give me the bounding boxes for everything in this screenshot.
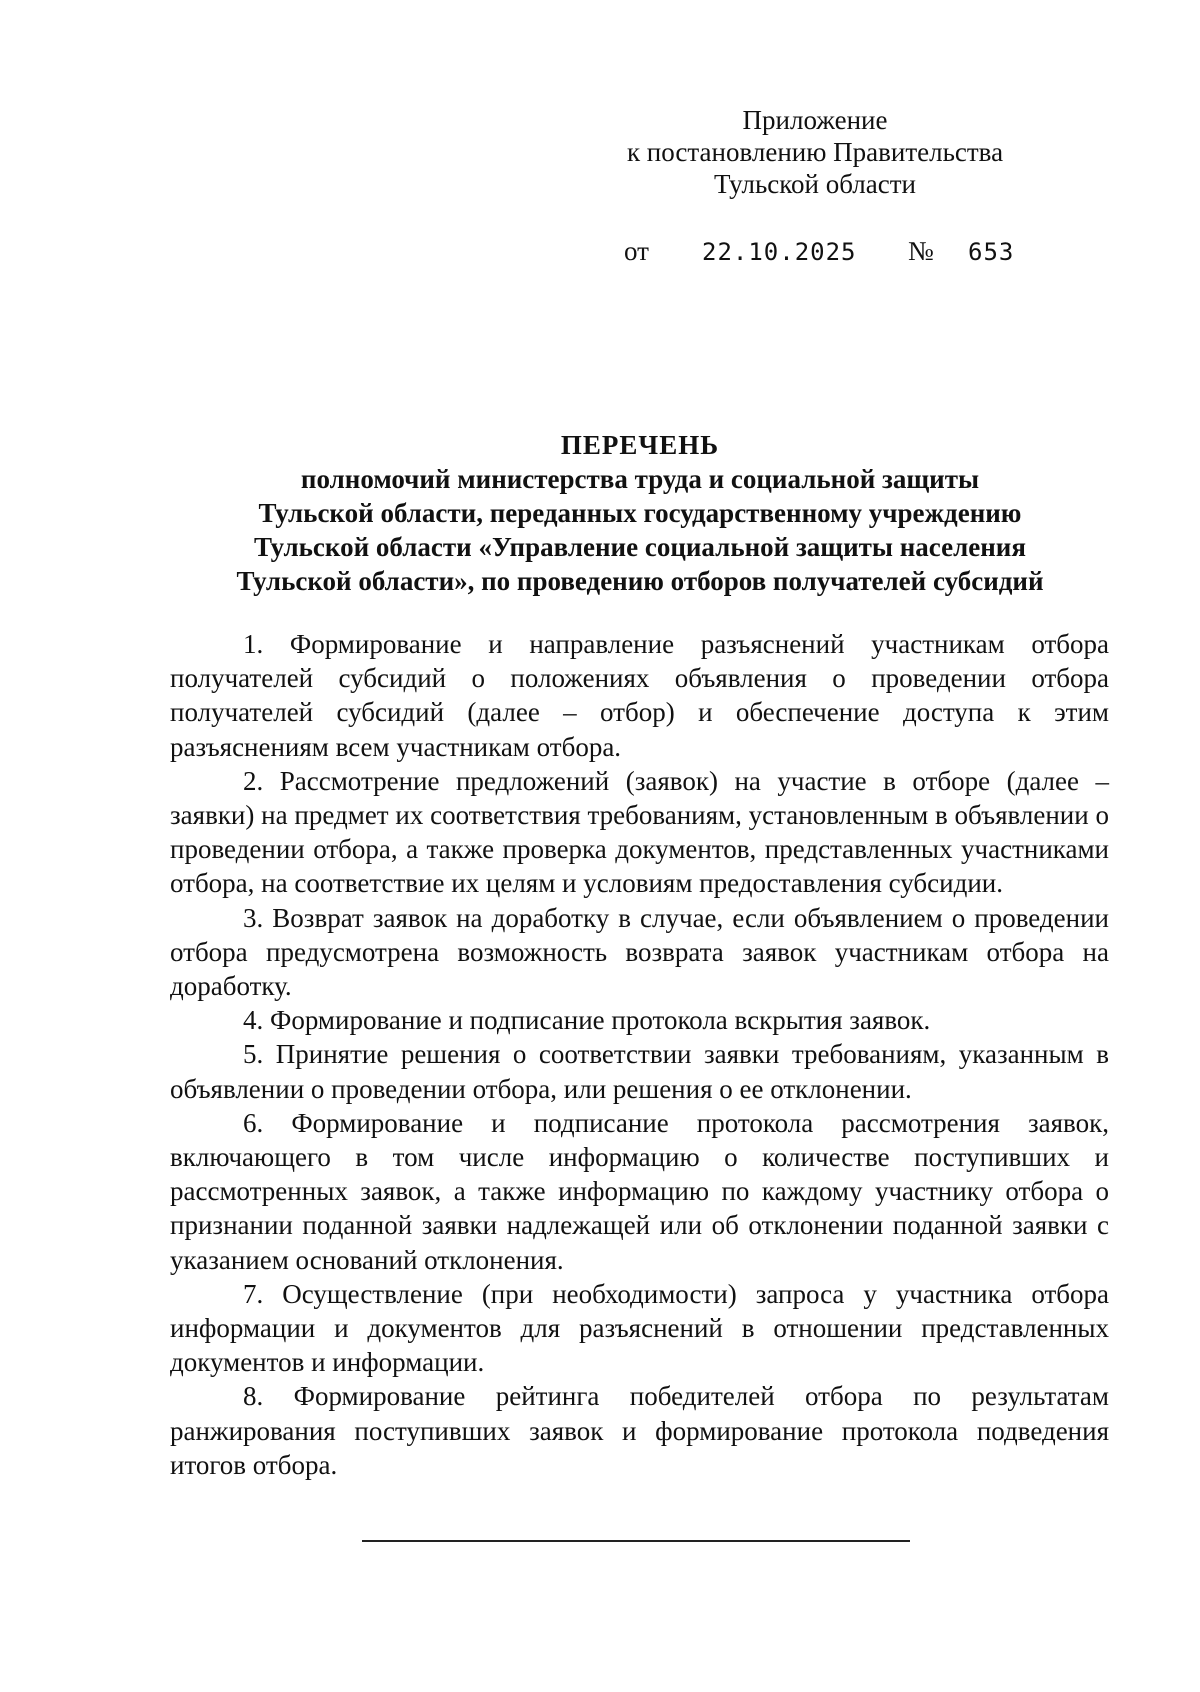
number-label: № — [908, 236, 934, 266]
closing-divider — [362, 1540, 910, 1542]
powers-list — [170, 627, 1109, 1482]
resolution-number: 653 — [968, 238, 1015, 266]
list-item: 8. Формирование рейтинга победителей отбора по результатам ранжирования поступивших заявок и формирование протокола подведения итогов отбора. — [170, 1381, 1109, 1480]
resolution-date: 22.10.2025 — [702, 238, 857, 266]
list-item: 7. Осуществление (при необходимости) запроса у участника отбора информации и документов для разъяснений в отношении представленных документов и информации. — [170, 1278, 1109, 1378]
title-line-3: Тульской области «Управление социальной защиты населения — [254, 532, 1026, 562]
list-item: 2. Рассмотрение предложений (заявок) на участие в отборе (далее – заявки) на предмет их соответствия требованиям, установленным в объявлении о проведении отбора, а также проверка документов, представленных участниками отбора, на соответствие их целям и условиям предоставления субсидии. — [170, 765, 1109, 899]
appendix-line-1: Приложение — [742, 105, 888, 135]
list-item: 6. Формирование и подписание протокола рассмотрения заявок, включающего в том числе информацию о количестве поступивших и рассмотренных заявок, а также информацию по каждому участнику отбора о признании поданной заявки надлежащей или об отклонении поданной заявки с указанием оснований отклонения. — [170, 1107, 1109, 1275]
date-from-label: от — [624, 236, 649, 266]
appendix-line-3: Тульской области — [714, 169, 916, 199]
appendix-header — [590, 104, 1040, 200]
document-title — [170, 428, 1110, 598]
list-item: 5. Принятие решения о соответствии заявки требованиям, указанным в объявлении о проведении отбора, или решения о ее отклонении. — [170, 1039, 1109, 1104]
appendix-line-2: к постановлению Правительства — [626, 137, 1004, 167]
list-item: 1. Формирование и направление разъяснений участникам отбора получателей субсидий о положениях объявления о проведении отбора получателей субсидий (далее – отбор) и обеспечение доступа к этим разъяснениям всем участникам отбора. — [170, 629, 1109, 762]
title-line-1: полномочий министерства труда и социальной защиты — [300, 464, 980, 494]
title-line-4: Тульской области», по проведению отборов получателей субсидий — [236, 566, 1044, 596]
title-line-2: Тульской области, переданных государственному учреждению — [258, 498, 1022, 528]
list-item: 4. Формирование и подписание протокола вскрытия заявок. — [243, 1005, 931, 1036]
list-item: 3. Возврат заявок на доработку в случае, если объявлением о проведении отбора предусмотрена возможность возврата заявок участникам отбора на доработку. — [170, 902, 1109, 1002]
title-heading: ПЕРЕЧЕНЬ — [560, 430, 720, 460]
